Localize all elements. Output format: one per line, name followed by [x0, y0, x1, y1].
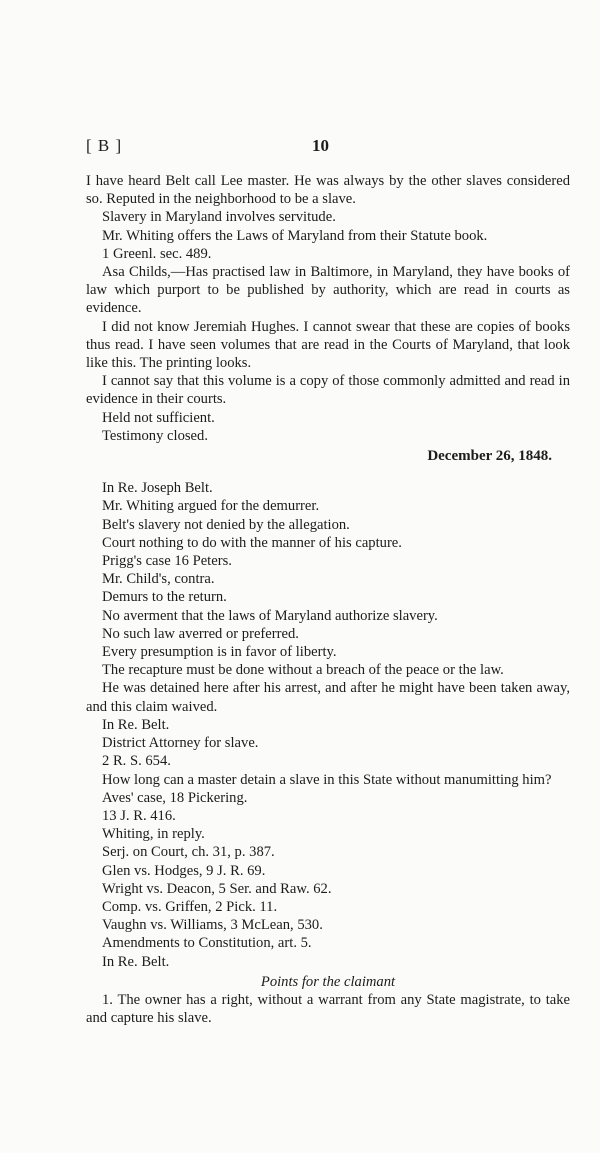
list-item: Vaughn vs. Williams, 3 McLean, 530. [102, 917, 323, 934]
list-item: Every presumption is in favor of liberty. [102, 644, 337, 661]
list-item: No such law averred or preferred. [102, 625, 299, 642]
paragraph: 1. The owner has a right, without a warrant from any State magistrate, to take and capture his slave. [86, 991, 570, 1027]
paragraph: Mr. Whiting offers the Laws of Maryland from their Statute book. [102, 227, 488, 244]
list-item: 2 R. S. 654. [102, 753, 171, 770]
list-item: Serj. on Court, ch. 31, p. 387. [102, 844, 275, 861]
paragraph: Asa Childs,—Has practised law in Baltimore, in Maryland, they have books of law which purport to be published by authority, which are read in courts as evidence. [86, 264, 570, 317]
paragraph: 1 Greenl. sec. 489. [102, 245, 212, 262]
signature-mark: [ B ] [86, 136, 123, 155]
paragraph: The recapture must be done without a breach of the peace or the law. [102, 662, 504, 679]
page-header [86, 136, 570, 158]
list-item: Wright vs. Deacon, 5 Ser. and Raw. 62. [102, 880, 332, 897]
list-item: Prigg's case 16 Peters. [102, 553, 232, 570]
list-item: In Re. Belt. [102, 716, 170, 733]
case-notes-list [102, 479, 570, 661]
list-item: Amendments to Constitution, art. 5. [102, 935, 312, 952]
paragraph: I cannot say that this volume is a copy of those commonly admitted and read in evidence in their courts. [86, 373, 570, 408]
citations-list [102, 789, 570, 971]
list-item: Belt's slavery not denied by the allegation. [102, 516, 350, 533]
document-body [86, 172, 570, 1027]
case-notes-list [102, 716, 570, 771]
list-item: Mr. Whiting argued for the demurrer. [102, 498, 320, 515]
list-item: Aves' case, 18 Pickering. [102, 789, 248, 806]
list-item: Court nothing to do with the manner of his capture. [102, 534, 402, 551]
page-number: 10 [312, 136, 329, 155]
paragraph: He was detained here after his arrest, and after he might have been taken away, and this claim waived. [86, 680, 570, 715]
paragraph: How long can a master detain a slave in this State without manumitting him? [102, 771, 552, 788]
list-item: Mr. Child's, contra. [102, 571, 215, 588]
paragraph: Testimony closed. [102, 427, 208, 444]
list-item: Glen vs. Hodges, 9 J. R. 69. [102, 862, 266, 879]
list-item: No averment that the laws of Maryland authorize slavery. [102, 607, 438, 624]
paragraph: Held not sufficient. [102, 409, 215, 426]
list-item: Comp. vs. Griffen, 2 Pick. 11. [102, 898, 278, 915]
paragraph: I did not know Jeremiah Hughes. I cannot swear that these are copies of books thus read. I have seen volumes that are read in the Courts of Maryland, that look like this. The printing looks. [86, 318, 570, 372]
list-item: Demurs to the return. [102, 589, 227, 606]
list-item: In Re. Joseph Belt. [102, 480, 213, 497]
date-line: December 26, 1848. [427, 448, 552, 465]
section-heading: Points for the claimant [260, 973, 396, 990]
list-item: Whiting, in reply. [102, 826, 205, 843]
list-item: In Re. Belt. [102, 953, 170, 970]
paragraph: Slavery in Maryland involves servitude. [102, 209, 336, 226]
list-item: District Attorney for slave. [102, 735, 259, 752]
list-item: 13 J. R. 416. [102, 807, 176, 824]
paragraph: I have heard Belt call Lee master. He was always by the other slaves considered so. Reputed in the neighborhood to be a slave. [86, 173, 570, 208]
